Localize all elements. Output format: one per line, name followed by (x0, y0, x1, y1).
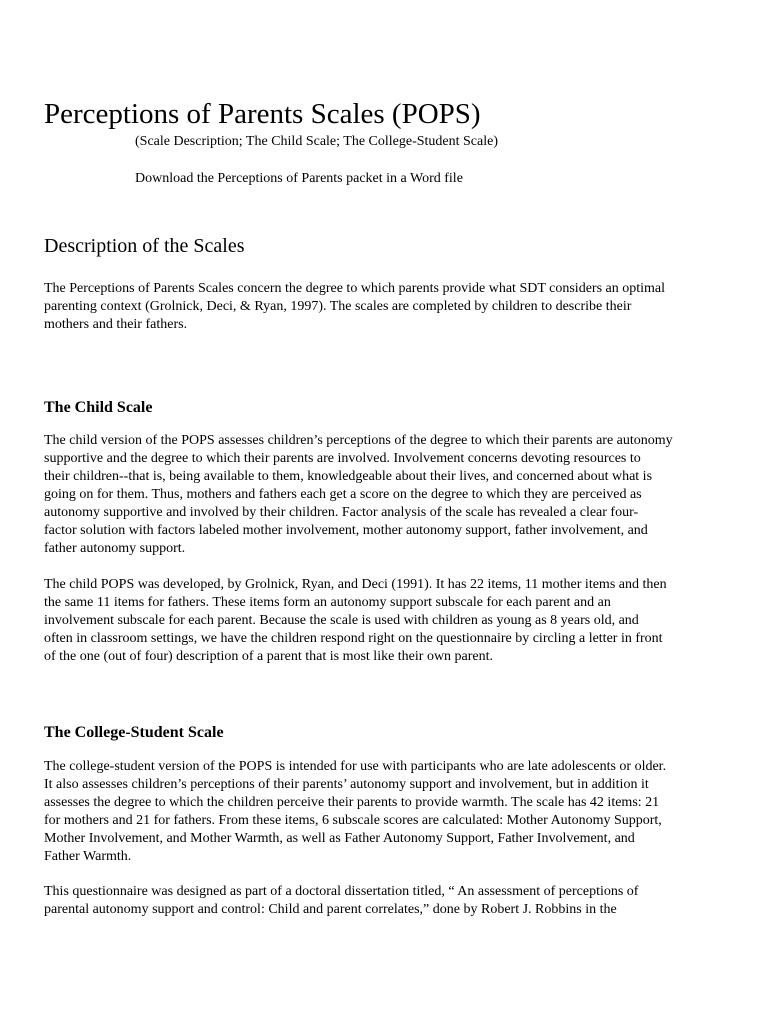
paragraph-line: The child POPS was developed, by Grolnick, Ryan, and Deci (1991). It has 22 items, 11 mother items and then (44, 577, 667, 592)
paragraph-line: going on for them. Thus, mothers and fathers each get a score on the degree to which they are perceived as (44, 487, 642, 502)
paragraph-line: assesses the degree to which the children perceive their parents to provide warmth. The scale has 42 items: 21 (44, 795, 660, 810)
paragraph-line: factor solution with factors labeled mother involvement, mother autonomy support, father involvement, and (44, 523, 648, 538)
college-scale-paragraph-2 (44, 883, 724, 919)
child-scale-paragraph-1 (44, 432, 724, 558)
paragraph-line: Father Warmth. (44, 849, 132, 864)
paragraph-line: of the one (out of four) description of a parent that is most like their own parent. (44, 649, 494, 664)
paragraph-line: father autonomy support. (44, 541, 186, 556)
paragraph-line: The college-student version of the POPS is intended for use with participants who are late adolescents or older. (44, 759, 667, 774)
description-heading: Description of the Scales (44, 235, 245, 257)
download-link[interactable]: Download the Perceptions of Parents packet in a Word file (135, 171, 463, 186)
section-links: (Scale Description; The Child Scale; The College-Student Scale) (135, 134, 499, 149)
paragraph-line: supportive and the degree to which their parents are involved. Involvement concerns devoting resources to (44, 451, 641, 466)
paragraph-line: often in classroom settings, we have the children respond right on the questionnaire by circling a letter in front (44, 631, 663, 646)
paragraph-line: Mother Involvement, and Mother Warmth, as well as Father Autonomy Support, Father Involvement, and (44, 831, 635, 846)
paragraph-line: parenting context (Grolnick, Deci, & Ryan, 1997). The scales are completed by children to describe their (44, 299, 632, 314)
paragraph-line: involvement subscale for each parent. Because the scale is used with children as young as 8 years old, and (44, 613, 639, 628)
paragraph-line: The child version of the POPS assesses children’s perceptions of the degree to which their parents are autonomy (44, 433, 673, 448)
paragraph-line: This questionnaire was designed as part of a doctoral dissertation titled, “ An assessment of perceptions of (44, 884, 639, 899)
paragraph-line: mothers and their fathers. (44, 317, 188, 332)
college-scale-heading: The College-Student Scale (44, 724, 224, 741)
child-scale-paragraph-2 (44, 576, 724, 666)
paragraph-line: parental autonomy support and control: Child and parent correlates,” done by Robert J. Robbins in the (44, 902, 617, 917)
child-scale-heading: The Child Scale (44, 399, 153, 416)
paragraph-line: for mothers and 21 for fathers. From these items, 6 subscale scores are calculated: Mother Autonomy Support, (44, 813, 662, 828)
page-title: Perceptions of Parents Scales (POPS) (44, 98, 481, 130)
college-scale-paragraph-1 (44, 758, 724, 866)
paragraph-line: The Perceptions of Parents Scales concern the degree to which parents provide what SDT considers an optimal (44, 281, 666, 296)
paragraph-line: It also assesses children’s perceptions of their parents’ autonomy support and involvement, but in addition it (44, 777, 649, 792)
paragraph-line: autonomy supportive and involved by their children. Factor analysis of the scale has revealed a clear four- (44, 505, 639, 520)
description-paragraph (44, 280, 724, 334)
paragraph-line: their children--that is, being available to them, knowledgeable about their lives, and concerned about what is (44, 469, 653, 484)
paragraph-line: the same 11 items for fathers. These items form an autonomy support subscale for each parent and an (44, 595, 611, 610)
